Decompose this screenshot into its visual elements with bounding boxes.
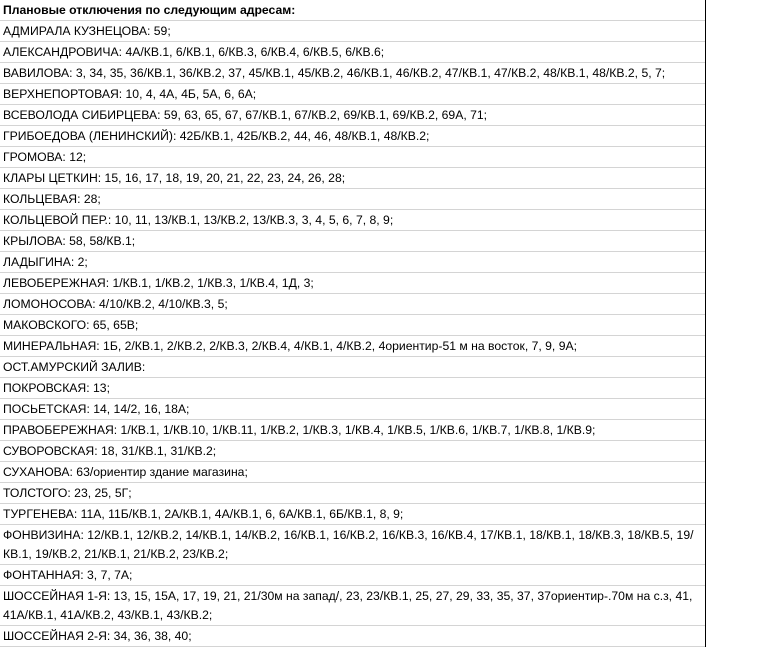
address-row: КОЛЬЦЕВАЯ: 28;: [0, 189, 705, 210]
address-row: ФОНВИЗИНА: 12/КВ.1, 12/КВ.2, 14/КВ.1, 14/КВ.2, 16/КВ.1, 16/КВ.2, 16/КВ.3, 16/КВ.4, 17/КВ.1, 18/КВ.1, 18/КВ.3, 18/КВ.5, 19/КВ.1, 19/КВ.2, 21/КВ.1, 21/КВ.2, 23/КВ.2;: [0, 525, 705, 565]
address-row: СУВОРОВСКАЯ: 18, 31/КВ.1, 31/КВ.2;: [0, 441, 705, 462]
address-row: ПРАВОБЕРЕЖНАЯ: 1/КВ.1, 1/КВ.10, 1/КВ.11, 1/КВ.2, 1/КВ.3, 1/КВ.4, 1/КВ.5, 1/КВ.6, 1/КВ.7, 1/КВ.8, 1/КВ.9;: [0, 420, 705, 441]
address-row: ЛЕВОБЕРЕЖНАЯ: 1/КВ.1, 1/КВ.2, 1/КВ.3, 1/КВ.4, 1Д, 3;: [0, 273, 705, 294]
address-row: ШОССЕЙНАЯ 1-Я: 13, 15, 15А, 17, 19, 21, 21/30м на запад/, 23, 23/КВ.1, 25, 27, 29, 33, 35, 37, 37ориентир-.70м на с.з, 41, 41А/КВ.1, 41А/КВ.2, 43/КВ.1, 43/КВ.2;: [0, 586, 705, 626]
address-row: ОСТ.АМУРСКИЙ ЗАЛИВ:: [0, 357, 705, 378]
address-row: СУХАНОВА: 63/ориентир здание магазина;: [0, 462, 705, 483]
list-header: Плановые отключения по следующим адресам:: [0, 0, 705, 21]
address-row: ВСЕВОЛОДА СИБИРЦЕВА: 59, 63, 65, 67, 67/КВ.1, 67/КВ.2, 69/КВ.1, 69/КВ.2, 69А, 71;: [0, 105, 705, 126]
address-row: ТУРГЕНЕВА: 11А, 11Б/КВ.1, 2А/КВ.1, 4А/КВ.1, 6, 6А/КВ.1, 6Б/КВ.1, 8, 9;: [0, 504, 705, 525]
address-row: АЛЕКСАНДРОВИЧА: 4А/КВ.1, 6/КВ.1, 6/КВ.3, 6/КВ.4, 6/КВ.5, 6/КВ.6;: [0, 42, 705, 63]
address-row: МАКОВСКОГО: 65, 65В;: [0, 315, 705, 336]
address-row: ФОНТАННАЯ: 3, 7, 7А;: [0, 565, 705, 586]
address-row: МИНЕРАЛЬНАЯ: 1Б, 2/КВ.1, 2/КВ.2, 2/КВ.3, 2/КВ.4, 4/КВ.1, 4/КВ.2, 4ориентир-51 м на восток, 7, 9, 9А;: [0, 336, 705, 357]
address-row: КОЛЬЦЕВОЙ ПЕР.: 10, 11, 13/КВ.1, 13/КВ.2, 13/КВ.3, 3, 4, 5, 6, 7, 8, 9;: [0, 210, 705, 231]
address-row: ГРИБОЕДОВА (ЛЕНИНСКИЙ): 42Б/КВ.1, 42Б/КВ.2, 44, 46, 48/КВ.1, 48/КВ.2;: [0, 126, 705, 147]
address-row: АДМИРАЛА КУЗНЕЦОВА: 59;: [0, 21, 705, 42]
address-row: КЛАРЫ ЦЕТКИН: 15, 16, 17, 18, 19, 20, 21, 22, 23, 24, 26, 28;: [0, 168, 705, 189]
address-row: ТОЛСТОГО: 23, 25, 5Г;: [0, 483, 705, 504]
address-row: ЛАДЫГИНА: 2;: [0, 252, 705, 273]
address-row: ВЕРХНЕПОРТОВАЯ: 10, 4, 4А, 4Б, 5А, 6, 6А;: [0, 84, 705, 105]
address-row: ГРОМОВА: 12;: [0, 147, 705, 168]
address-row: КРЫЛОВА: 58, 58/КВ.1;: [0, 231, 705, 252]
address-row: ПОКРОВСКАЯ: 13;: [0, 378, 705, 399]
address-row: ЛОМОНОСОВА: 4/10/КВ.2, 4/10/КВ.3, 5;: [0, 294, 705, 315]
address-row: ВАВИЛОВА: 3, 34, 35, 36/КВ.1, 36/КВ.2, 37, 45/КВ.1, 45/КВ.2, 46/КВ.1, 46/КВ.2, 47/КВ.1, 47/КВ.2, 48/КВ.1, 48/КВ.2, 5, 7;: [0, 63, 705, 84]
address-row: ШОССЕЙНАЯ 2-Я: 34, 36, 38, 40;: [0, 626, 705, 647]
address-row: ПОСЬЕТСКАЯ: 14, 14/2, 16, 18А;: [0, 399, 705, 420]
